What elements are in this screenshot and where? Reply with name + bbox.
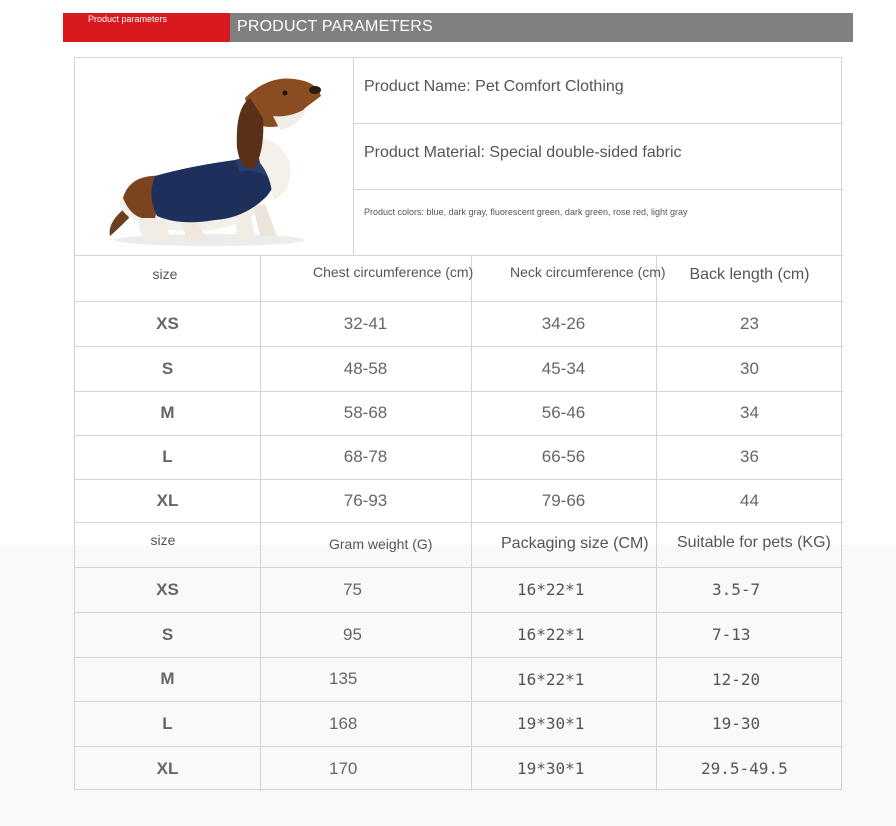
- table-cell: 48-58: [343, 358, 388, 378]
- packaging-table-header: Packaging size (CM): [501, 535, 649, 552]
- banner-title: PRODUCT PARAMETERS: [237, 18, 433, 35]
- table-cell: 19-30: [712, 714, 761, 733]
- banner-tag: Product parameters: [63, 13, 230, 42]
- divider: [354, 189, 843, 190]
- table-cell: 170: [329, 758, 358, 778]
- table-cell: 45-34: [541, 358, 586, 378]
- table-cell: XL: [156, 490, 179, 510]
- table-cell: 32-41: [343, 313, 388, 333]
- size-table-header: Chest circumference (cm): [313, 264, 474, 280]
- table-cell: 76-93: [343, 490, 388, 510]
- table-cell: 3.5-7: [712, 580, 761, 599]
- table-cell: 30: [740, 358, 759, 378]
- divider: [353, 58, 354, 255]
- table-cell: 75: [343, 579, 362, 599]
- divider: [75, 255, 843, 256]
- table-cell: M: [160, 669, 175, 688]
- table-cell: L: [162, 713, 173, 733]
- table-cell: L: [162, 447, 173, 466]
- table-cell: 34: [740, 403, 759, 422]
- product-material: Product Material: Special double-sided fabric: [364, 144, 682, 161]
- section-banner: [63, 13, 853, 42]
- product-parameter-sheet: [74, 57, 842, 790]
- table-cell: 66-56: [541, 447, 586, 466]
- product-name: Product Name: Pet Comfort Clothing: [364, 78, 624, 95]
- packaging-table-header: Suitable for pets (KG): [677, 534, 831, 551]
- table-cell: M: [160, 403, 175, 422]
- packaging-table-header: size: [150, 532, 176, 548]
- table-cell: 56-46: [541, 403, 586, 422]
- size-table-header: Neck circumference (cm): [510, 264, 666, 280]
- table-cell: 44: [740, 490, 759, 510]
- table-cell: 79-66: [541, 490, 586, 510]
- table-cell: 16*22*1: [517, 669, 585, 689]
- table-cell: XS: [156, 313, 179, 333]
- table-cell: 36: [740, 447, 759, 466]
- dog-in-vest-photo: [95, 68, 335, 253]
- table-cell: 34-26: [541, 313, 586, 333]
- product-colors: Product colors: blue, dark gray, fluorescent green, dark green, rose red, light gray: [364, 207, 688, 217]
- table-cell: 58-68: [343, 403, 388, 422]
- table-cell: 16*22*1: [517, 625, 585, 644]
- table-cell: 168: [329, 713, 358, 733]
- table-cell: S: [161, 624, 174, 644]
- divider: [75, 522, 843, 523]
- size-table-header: Back length (cm): [689, 265, 810, 283]
- table-cell: XS: [156, 579, 179, 599]
- divider: [354, 123, 843, 124]
- size-table-header: size: [152, 266, 178, 282]
- table-cell: 12-20: [712, 669, 761, 689]
- table-cell: XL: [156, 758, 179, 778]
- table-cell: S: [161, 358, 174, 378]
- packaging-table-header: Gram weight (G): [329, 536, 433, 552]
- table-cell: 19*30*1: [517, 714, 585, 733]
- table-cell: 68-78: [343, 447, 388, 466]
- table-cell: 95: [343, 624, 362, 644]
- table-cell: 23: [740, 313, 759, 333]
- table-cell: 16*22*1: [517, 580, 585, 599]
- table-cell: 135: [329, 669, 358, 688]
- table-cell: 19*30*1: [517, 759, 585, 778]
- table-cell: 7-13: [712, 625, 751, 644]
- table-cell: 29.5-49.5: [701, 759, 788, 778]
